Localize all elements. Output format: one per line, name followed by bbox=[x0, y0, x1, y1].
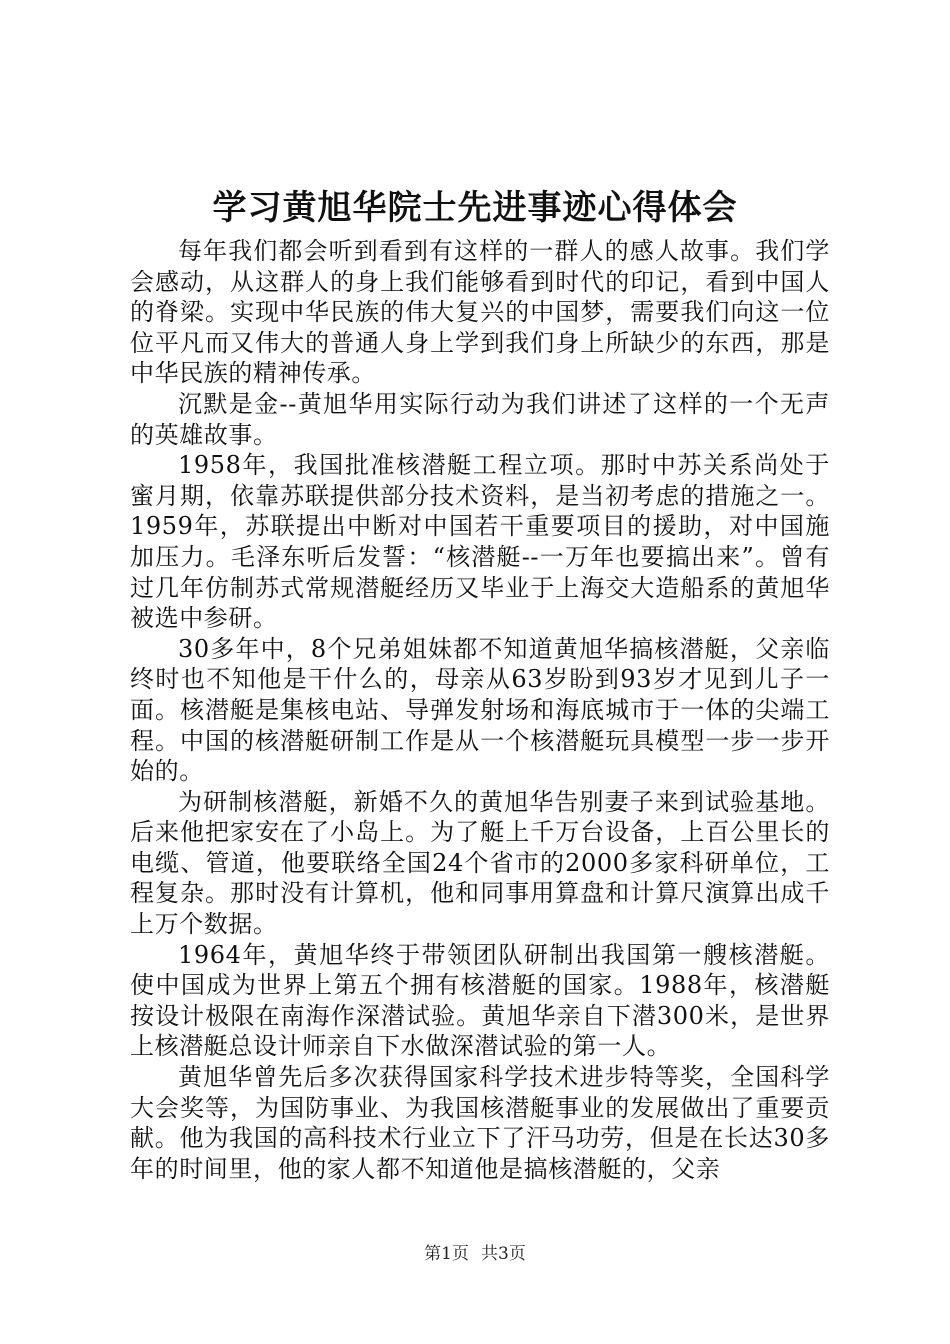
paragraph: 30多年中，8个兄弟姐妹都不知道黄旭华搞核潜艇，父亲临终时也不知他是干什么的，母亲从63岁盼到93岁才见到儿子一面。核潜艇是集核电站、导弹发射场和海底城市于一体的尖端工程。中国的核潜艇研制工作是从一个核潜艇玩具模型一步一步开始的。 bbox=[130, 634, 830, 786]
paragraph: 1964年，黄旭华终于带领团队研制出我国第一艘核潜艇。使中国成为世界上第五个拥有核潜艇的国家。1988年，核潜艇按设计极限在南海作深潜试验。黄旭华亲自下潜300米，是世界上核潜艇总设计师亲自下水做深潜试验的第一人。 bbox=[130, 940, 830, 1061]
page-number: 第1页 bbox=[424, 1244, 469, 1264]
paragraph: 为研制核潜艇，新婚不久的黄旭华告别妻子来到试验基地。后来他把家安在了小岛上。为了艇上千万台设备，上百公里长的电缆、管道，他要联络全国24个省市的2000多家科研单位，工程复杂。那时没有计算机，他和同事用算盘和计算尺演算出成千上万个数据。 bbox=[130, 787, 830, 939]
page-total: 共3页 bbox=[481, 1244, 526, 1264]
paragraph: 1958年，我国批准核潜艇工程立项。那时中苏关系尚处于蜜月期，依靠苏联提供部分技术资料，是当初考虑的措施之一。1959年，苏联提出中断对中国若干重要项目的援助，对中国施加压力。毛泽东听后发誓：“核潜艇--一万年也要搞出来”。曾有过几年仿制苏式常规潜艇经历又毕业于上海交大造船系的黄旭华被选中参研。 bbox=[130, 451, 830, 633]
document-body bbox=[130, 236, 830, 1184]
paragraph: 每年我们都会听到看到有这样的一群人的感人故事。我们学会感动，从这群人的身上我们能够看到时代的印记，看到中国人的脊梁。实现中华民族的伟大复兴的中国梦，需要我们向这一位位平凡而又伟大的普通人身上学到我们身上所缺少的东西，那是中华民族的精神传承。 bbox=[130, 237, 830, 388]
document-title: 学习黄旭华院士先进事迹心得体会 bbox=[212, 188, 738, 228]
page-footer bbox=[0, 1242, 950, 1266]
paragraph: 黄旭华曾先后多次获得国家科学技术进步特等奖，全国科学大会奖等，为国防事业、为我国核潜艇事业的发展做出了重要贡献。他为我国的高科技术行业立下了汗马功劳，但是在长达30多年的时间里，他的家人都不知道他是搞核潜艇的，父亲 bbox=[130, 1063, 830, 1183]
paragraph: 沉默是金--黄旭华用实际行动为我们讲述了这样的一个无声的英雄故事。 bbox=[130, 389, 830, 449]
